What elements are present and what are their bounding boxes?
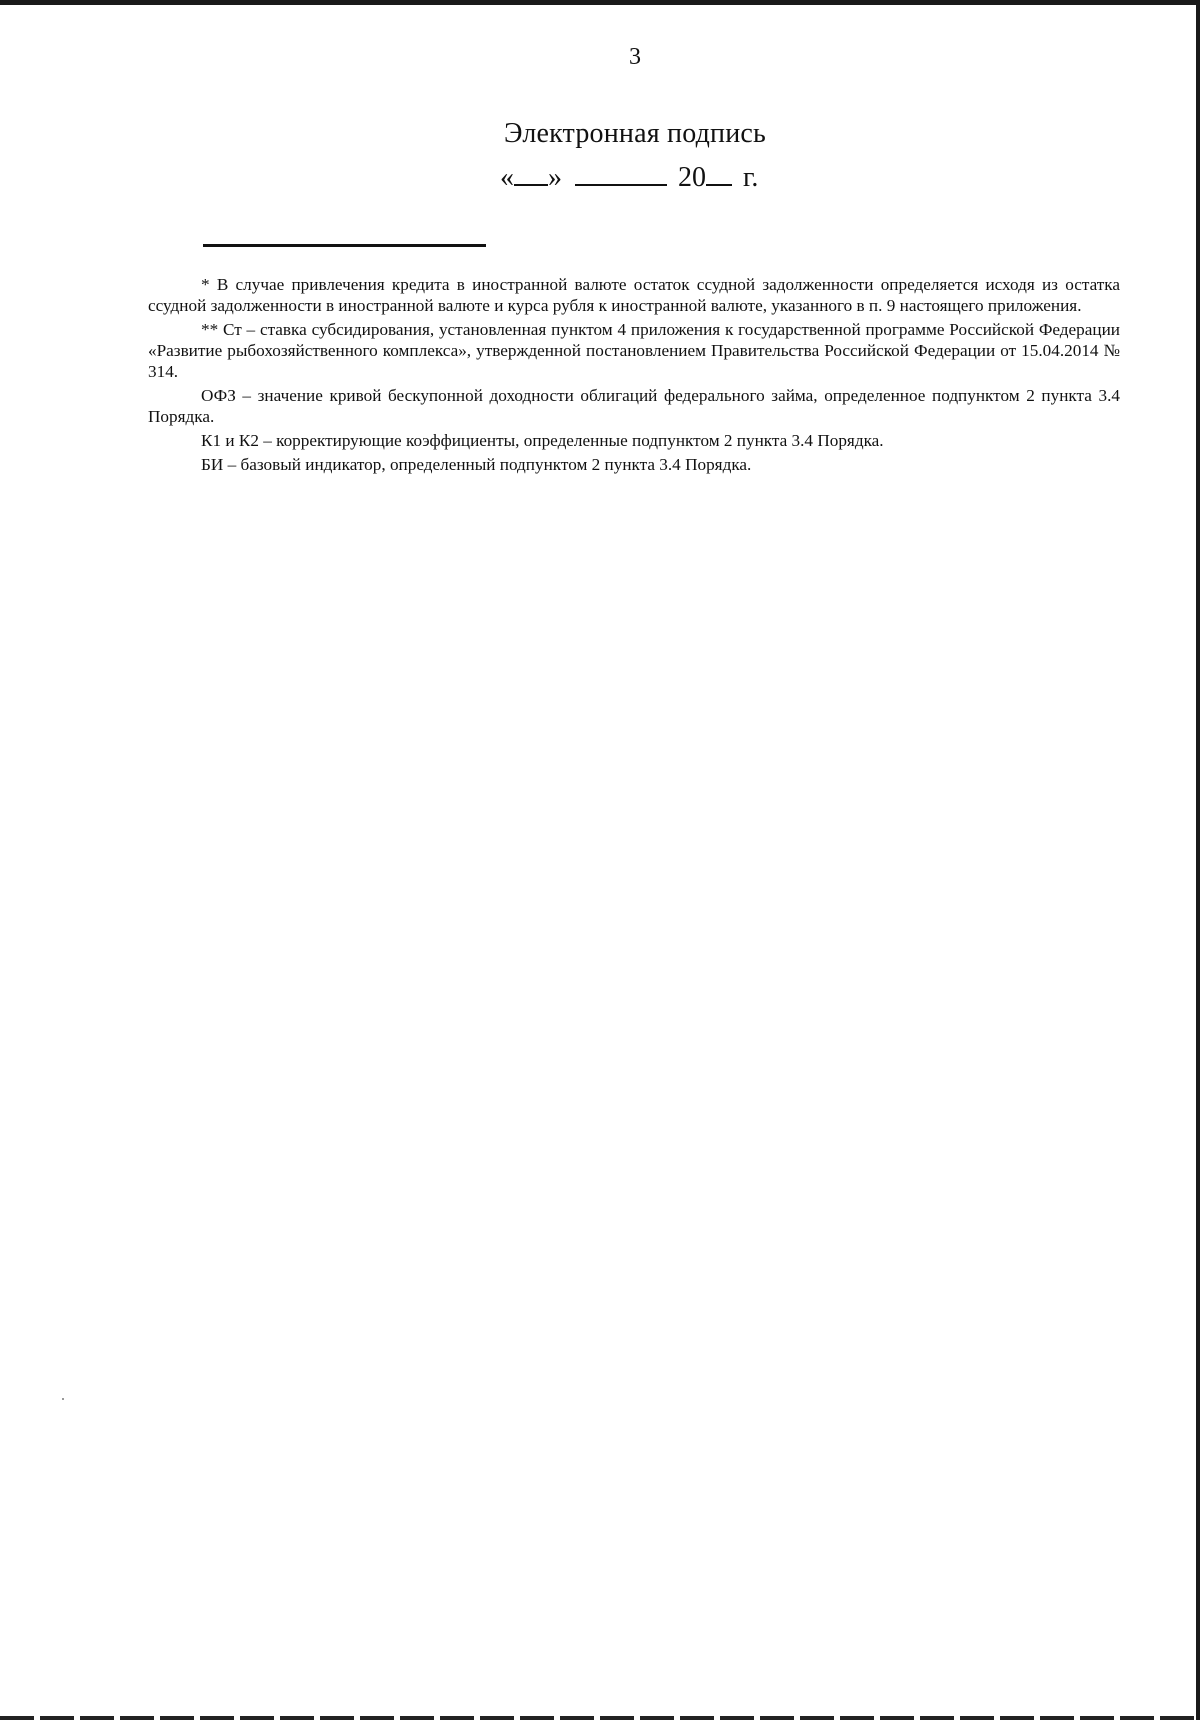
footnote-subsidy-rate: ** Ст – ставка субсидирования, установленная пунктом 4 приложения к государственной программе Российской Федерации «Развитие рыбохозяйственного комплекса», утвержденной постановлением Правительства Российской Федерации от 15.04.2014 № 314.: [148, 320, 1120, 381]
day-blank: [514, 158, 548, 186]
footnote-separator: [203, 244, 486, 247]
year-suffix: г.: [743, 162, 759, 193]
year-blank: [706, 158, 732, 186]
month-blank: [575, 158, 667, 186]
date-open-quote: «: [500, 162, 514, 193]
signature-block: [460, 118, 820, 194]
scan-border-bottom: [0, 1716, 1200, 1720]
scan-speck: [62, 1398, 64, 1400]
scan-border-top: [0, 0, 1200, 5]
date-close-quote: »: [548, 162, 562, 193]
signature-date-line: [500, 158, 820, 194]
footnote-base-indicator: БИ – базовый индикатор, определенный подпунктом 2 пункта 3.4 Порядка.: [201, 455, 752, 474]
signature-title: Электронная подпись: [504, 118, 766, 149]
footnote-foreign-currency: * В случае привлечения кредита в иностранной валюте остаток ссудной задолженности определяется исходя из остатка ссудной задолженности в иностранной валюте и курса рубля к иностранной валюте, указанного в п. 9 настоящего приложения.: [148, 275, 1120, 315]
footnotes: [148, 274, 1120, 478]
footnote-k1-k2: К1 и К2 – корректирующие коэффициенты, определенные подпунктом 2 пункта 3.4 Порядка.: [201, 431, 884, 450]
page-number: 3: [629, 44, 641, 70]
year-prefix: 20: [678, 162, 706, 193]
scan-border-right: [1196, 0, 1200, 1720]
footnote-ofz: ОФЗ – значение кривой бескупонной доходности облигаций федерального займа, определенное подпунктом 2 пункта 3.4 Порядка.: [148, 386, 1120, 426]
